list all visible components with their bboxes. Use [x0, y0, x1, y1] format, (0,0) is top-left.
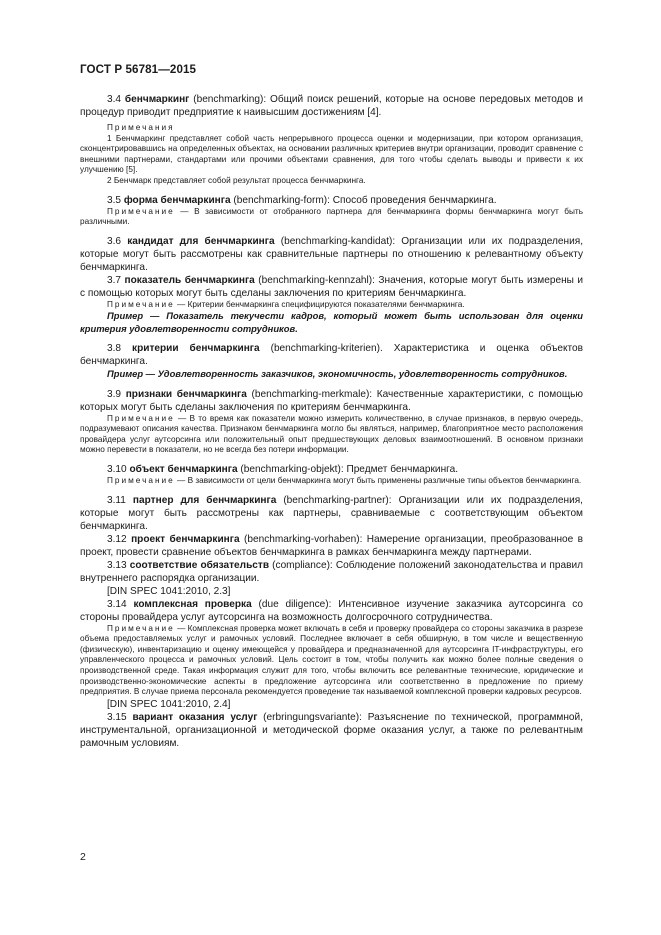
note-item: 2 Бенчмарк представляет собой результат процесса бенчмаркинга.	[107, 175, 366, 185]
term-3-10: 3.10 объект бенчмаркинга (benchmarking-objekt): Предмет бенчмаркинга.	[107, 463, 459, 475]
term-name: бенчмаркинг	[124, 94, 190, 105]
term-name: соответствие обязательств	[129, 559, 270, 571]
term-3-14: 3.14 комплексная проверка (due diligence): Интенсивное изучение заказчика аутсорсинга со стороны провайдера услуг аутсорсинга на возможность долгосрочного сотрудничества.	[80, 598, 583, 623]
page-number: 2	[80, 851, 86, 863]
term-3-9: 3.9 признаки бенчмаркинга (benchmarking-merkmale): Качественные характеристики, с помощью которых могут быть сделаны заключения по критериям бенчмаркинга.	[80, 388, 583, 413]
note-3-7: Примечание — Критерии бенчмаркинга специфицируются показателями бенчмаркинга.	[107, 299, 465, 309]
term-name: критерии бенчмаркинга	[132, 343, 260, 355]
document-body	[80, 93, 583, 750]
term-name: комплексная проверка	[133, 598, 252, 610]
document-header: ГОСТ Р 56781—2015	[80, 63, 197, 76]
term-3-8: 3.8 критерии бенчмаркинга (benchmarking-kriterien). Характеристика и оценка объектов бенчмаркинга.	[80, 343, 584, 368]
reference-3-13: [DIN SPEC 1041:2010, 2.3]	[107, 585, 231, 597]
term-name: объект бенчмаркинга	[129, 463, 238, 475]
term-3-11: 3.11 партнер для бенчмаркинга (benchmarking-partner): Организации или их подразделения, которые могут быть рассмотрены как партнеры, сравниваемые с соответствующим объектом бенчмаркинга.	[80, 494, 583, 532]
term-3-15: 3.15 вариант оказания услуг (erbringungsvariante): Разъяснение по технической, программной, инструментальной, организационной и методической форме оказания услуг, а также по релевантным рамочным условиям.	[80, 711, 583, 749]
term-name: вариант оказания услуг	[132, 711, 258, 723]
term-name: партнер для бенчмаркинга	[132, 494, 277, 506]
reference-3-14: [DIN SPEC 1041:2010, 2.4]	[107, 698, 231, 710]
term-name: кандидат для бенчмаркинга	[127, 235, 275, 247]
example-3-8: Пример — Удовлетворенность заказчиков, экономичность, удовлетворенность сотрудников.	[107, 368, 568, 380]
term-3-5: 3.5 форма бенчмаркинга (benchmarking-form): Способ проведения бенчмаркинга.	[107, 194, 497, 206]
term-3-7: 3.7 показатель бенчмаркинга (benchmarking-kennzahl): Значения, которые могут быть измерены и с помощью которых могут быть сделаны заключения по критериям бенчмаркинга.	[80, 274, 583, 299]
note-3-14: Примечание — Комплексная проверка может включать в себя и проверку провайдера со стороны заказчика в разрезе объема предоставляемых услуг и рамочных условий. Последнее включает в себя обширную, в том числе и вещественную (физическую), инвентаризацию и оценку имеющейся у провайдера и предназначенной для аутсорсинга IT-инфраструктуры, его управленческого процесса и рамочных условий. Цель состоит в том, чтобы получить как можно более полные сведения о производственной среде. Такая информация служит для того, чтобы включить все релевантные технические, юридические и производственно-экономические аспекты в предложение аутсорсинга или соответственно в предложение по приему предприятия. В случае приема персонала рекомендуется проведение так называемой комплексной проверки кадровых ресурсов.	[80, 623, 583, 697]
term-name: форма бенчмаркинга	[123, 194, 231, 206]
notes-heading: Примечания	[107, 123, 175, 132]
term-name: проект бенчмаркинга	[131, 533, 240, 545]
term-name: признаки бенчмаркинга	[125, 388, 247, 400]
term-3-12: 3.12 проект бенчмаркинга (benchmarking-vorhaben): Намерение организации, преобразованное в проект, провести сравнение объектов бенчмаркинга в рамках бенчмаркинга между партнерами.	[80, 533, 583, 558]
term-3-4: 3.4 бенчмаркинг (benchmarking): Общий поиск решений, которые на основе передовых методов и процедур приводит предприятие к наивысшим достижениям [4].	[80, 94, 583, 118]
note-3-9: Примечание — В то время как показатели можно измерить количественно, в случае признаков, в первую очередь, подразумевают описания качества. Признаком бенчмаркинга могло бы являться, например, благоприятное место расположения провайдера услуг аутсорсинга или положительный опыт предшествующих деловых взаимоотношений. В основном признаки можно перевести в показатели, но не всегда без потери информации.	[80, 413, 583, 455]
note-item: 1 Бенчмаркинг представляет собой часть непрерывного процесса оценки и модернизации, при котором организация, сконцентрировавшись на определенных объектах, на основании различных критериев внутри организации, проводит сравнение с внешними партнерами, стандартами или прочими объектами сравнения, для того чтобы сделать выводы и привести к их улучшению [5].	[80, 133, 583, 175]
term-3-6: 3.6 кандидат для бенчмаркинга (benchmarking-kandidat): Организации или их подразделения, которые могут быть рассмотрены как сравнительные партнеры по отношению к релевантному объекту бенчмаркинга.	[80, 235, 584, 273]
note-3-10: Примечание — В зависимости от цели бенчмаркинга могут быть применены различные типы объектов бенчмаркинга.	[107, 475, 582, 485]
note-3-5: Примечание — В зависимости от отобранного партнера для бенчмаркинга формы бенчмаркинга могут быть различными.	[80, 206, 583, 227]
term-3-13: 3.13 соответствие обязательств (compliance): Соблюдение положений законодательства и правил внутреннего распорядка организации.	[80, 559, 583, 584]
term-name: показатель бенчмаркинга	[124, 274, 255, 286]
example-3-7: Пример — Показатель текучести кадров, который может быть использован для оценки критерия удовлетворенности сотрудников.	[80, 310, 583, 334]
